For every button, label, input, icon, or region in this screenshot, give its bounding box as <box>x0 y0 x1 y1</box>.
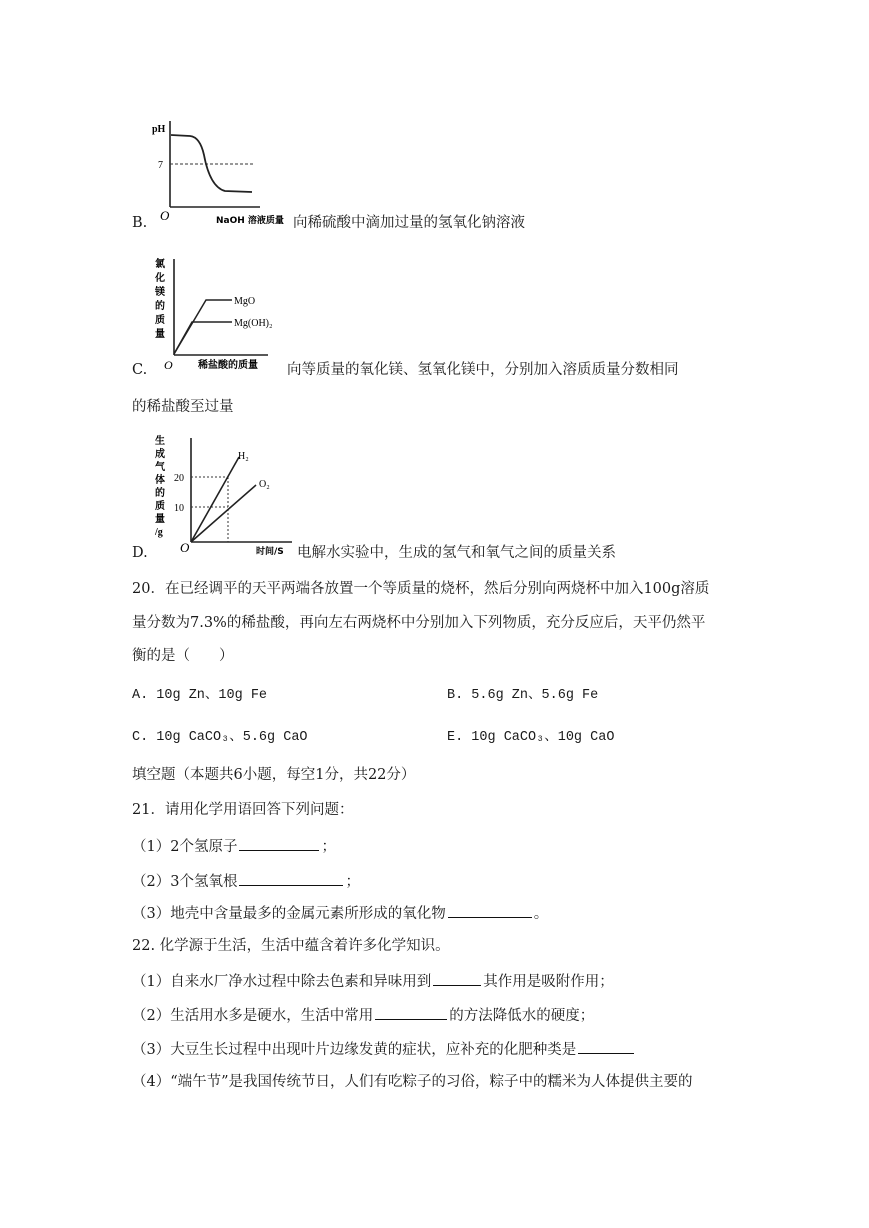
q21-part-1-text: （1）2个氢原子 <box>132 839 238 855</box>
option-c-text-1: 向等质量的氧化镁、氢氧化镁中，分别加入溶质质量分数相同 <box>287 362 679 378</box>
q22-part-4: （4）“端午节”是我国传统节日，人们有吃粽子的习俗，粽子中的糯米为人体提供主要的 <box>132 1074 693 1090</box>
graph-d-h2-line <box>191 457 239 542</box>
q21-part-2-end: ； <box>345 874 360 890</box>
q21-title: 21．请用化学用语回答下列问题： <box>132 802 354 818</box>
graph-c-line2-label: Mg(OH)₂ <box>234 318 273 329</box>
svg-text:量: 量 <box>155 329 165 340</box>
q21-part-1-end: ； <box>321 839 336 855</box>
q22-part-2-text-a: （2）生活用水多是硬水，生活中常用 <box>132 1008 374 1024</box>
graph-d-tick-10: 10 <box>174 503 184 514</box>
svg-text:/g: /g <box>155 527 163 538</box>
option-d-text: 电解水实验中，生成的氢气和氧气之间的质量关系 <box>297 545 616 561</box>
svg-text:质: 质 <box>155 501 165 512</box>
q21-part-3-end: 。 <box>533 906 549 922</box>
q22-title: 22. 化学源于生活，生活中蕴含着许多化学知识。 <box>132 938 450 954</box>
svg-text:体: 体 <box>155 475 165 486</box>
q20-option-a: A. 10g Zn、10g Fe <box>132 688 268 703</box>
graph-d-origin: O <box>180 540 190 555</box>
svg-text:生: 生 <box>155 436 165 447</box>
graph-b-origin: O <box>160 208 170 223</box>
q22-part-2 <box>132 1004 594 1026</box>
q20-line-3: 衡的是（ ） <box>132 648 234 664</box>
q21-part-2-text: （2）3个氢氧根 <box>132 874 238 890</box>
q21-part-1 <box>132 835 336 857</box>
svg-text:质: 质 <box>155 315 165 326</box>
q21-part-2 <box>132 870 360 892</box>
option-b-text: 向稀硫酸中滴加过量的氢氧化钠溶液 <box>293 215 525 231</box>
svg-text:镁: 镁 <box>155 287 165 298</box>
option-b-letter: B. <box>132 215 148 231</box>
graph-c-line1-label: MgO <box>234 296 256 307</box>
q22-part-1 <box>132 970 614 992</box>
graph-c-mgoh2-line <box>174 322 232 354</box>
section-heading: 填空题（本题共6小题，每空1分，共22分） <box>132 767 416 783</box>
graph-b <box>150 115 300 230</box>
q20-option-c: C. 10g CaCO₃、5.6g CaO <box>132 730 308 745</box>
graph-c-xlabel: 稀盐酸的质量 <box>198 360 258 371</box>
svg-text:量: 量 <box>155 514 165 525</box>
q22-part-2-text-b: 的方法降低水的硬度； <box>449 1008 595 1024</box>
q21-part-3 <box>132 902 548 924</box>
q20-line-2: 量分数为7.3%的稀盐酸，再向左右两烧杯中分别加入下列物质，充分反应后，天平仍然平 <box>132 615 706 631</box>
q20-line-1: 20．在已经调平的天平两端各放置一个等质量的烧杯，然后分别向两烧杯中加入100g溶质 <box>132 581 710 597</box>
q22-part-1-text-a: （1）自来水厂净水过程中除去色素和异味用到 <box>132 974 432 990</box>
q21-answer-3-blank[interactable] <box>448 902 532 918</box>
q21-answer-2-blank[interactable] <box>239 870 343 886</box>
q22-answer-1-blank[interactable] <box>433 970 481 986</box>
svg-text:成: 成 <box>155 449 165 460</box>
graph-d-h2-label: H₂ <box>238 451 249 462</box>
option-c-text-2: 的稀盐酸至过量 <box>132 399 234 415</box>
svg-text:氯: 氯 <box>155 259 165 270</box>
graph-d-o2-label: O₂ <box>259 479 270 490</box>
graph-d-ylabel <box>154 434 166 538</box>
q20-option-b: B. 5.6g Zn、5.6g Fe <box>447 688 599 703</box>
q22-part-3-text: （3）大豆生长过程中出现叶片边缘发黄的症状，应补充的化肥种类是 <box>132 1042 577 1058</box>
q20-option-e: E. 10g CaCO₃、10g CaO <box>447 730 615 745</box>
q21-part-3-text: （3）地壳中含量最多的金属元素所形成的氧化物 <box>132 906 446 922</box>
graph-d-o2-line <box>191 485 256 542</box>
graph-b-xlabel: NaOH 溶液质量 <box>216 216 284 226</box>
svg-text:的: 的 <box>155 488 165 499</box>
q21-answer-1-blank[interactable] <box>239 835 319 851</box>
graph-d <box>150 432 300 557</box>
graph-b-ylabel: pH <box>152 124 166 135</box>
svg-text:的: 的 <box>155 301 165 312</box>
option-d-letter: D. <box>132 545 148 561</box>
svg-text:气: 气 <box>155 462 165 473</box>
q22-part-1-text-b: 其作用是吸附作用； <box>483 974 614 990</box>
q22-answer-3-blank[interactable] <box>578 1038 634 1054</box>
graph-c-mgo-line <box>174 300 232 354</box>
option-c-letter: C. <box>132 362 148 378</box>
graph-c <box>150 255 310 375</box>
graph-b-tick-7: 7 <box>158 160 163 171</box>
graph-d-xlabel: 时间/S <box>256 547 284 557</box>
q22-part-3 <box>132 1038 636 1060</box>
option-b <box>132 213 147 233</box>
graph-c-origin: O <box>164 358 173 372</box>
graph-c-ylabel <box>154 257 165 340</box>
graph-d-tick-20: 20 <box>174 473 184 484</box>
q22-answer-2-blank[interactable] <box>375 1004 447 1020</box>
svg-text:化: 化 <box>155 273 165 284</box>
